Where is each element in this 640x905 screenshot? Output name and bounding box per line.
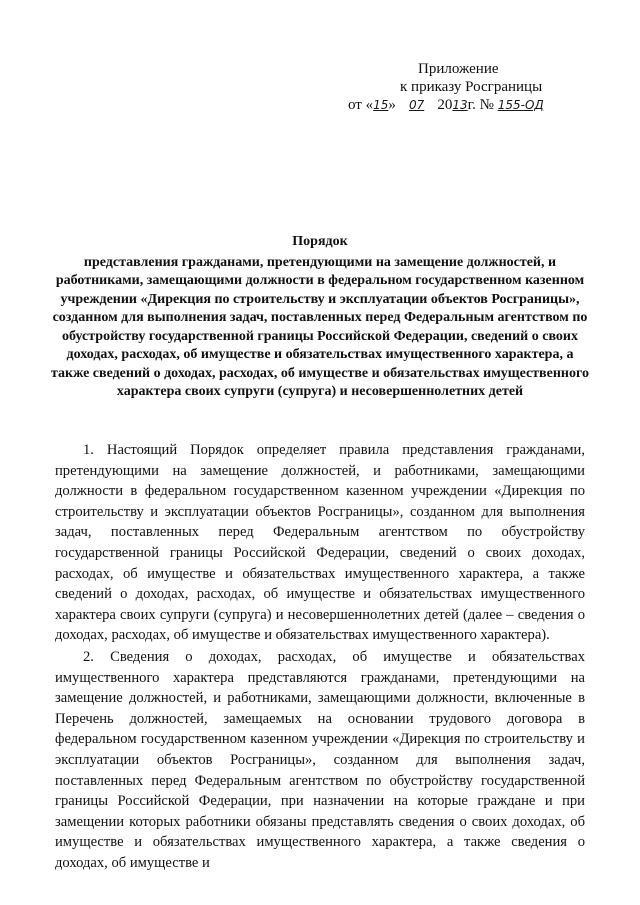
paragraph-2: 2. Сведения о доходах, расходах, об имуществе и обязательствах имущественного характера представляются гражданами, претендующими на замещение должностей, и работниками, замещающими должности, включенные в Перечень должностей, замещаемых на основании трудового договора в федеральном государственном казенном учреждении «Дирекция по строительству и эксплуатации объектов Росграницы», созданном для выполнения задач, поставленных перед Федеральным агентством по обустройству государственной границы Российской Федерации, при назначении на которые граждане и при замещении которых работники обязаны представлять сведения о своих доходах, об имуществе и обязательствах имущественного характера, а также сведения о доходах, об имуществе и [55, 648, 585, 871]
handwritten-order-number: 155-ОД [497, 98, 544, 112]
year-prefix: 20 [437, 97, 453, 113]
date-prefix: от « [348, 97, 374, 113]
document-heading: Порядок [292, 234, 348, 249]
handwritten-year: 13 [452, 98, 468, 112]
appendix-date-number [348, 96, 608, 114]
appendix-order-ref: к приказу Росграницы [400, 79, 543, 95]
document-title-block [48, 233, 592, 402]
handwritten-month: 07 [409, 98, 425, 112]
document-subtitle: представления гражданами, претендующими на замещение должностей, и работниками, замещающими должности в федеральном государственном казенном учреждении «Дирекция по строительству и эксплуатации объектов Росграницы», созданном для выполнения задач, поставленных перед Федеральным агентством по обустройству государственной границы Российской Федерации, сведений о своих доходах, расходах, об имуществе и обязательствах имущественного характера, а также сведений о доходах, расходах, об имуществе и обязательствах имущественного характера своих супруги (супруга) и несовершеннолетних детей [51, 254, 589, 399]
year-end: г. № [467, 97, 494, 113]
document-body [55, 440, 585, 874]
appendix-header [348, 60, 608, 114]
date-quote-close: » [388, 97, 396, 113]
handwritten-day: 15 [373, 98, 389, 112]
appendix-title: Приложение [418, 61, 499, 77]
paragraph-1: 1. Настоящий Порядок определяет правила представления гражданами, претендующими на замещение должностей, и работниками, замещающими должности в федеральном государственном казенном учреждении «Дирекция по строительству и эксплуатации объектов Росграницы», созданном для выполнения задач, поставленных перед Федеральным агентством по обустройству государственной границы Российской Федерации, сведений о своих доходах, расходах, об имуществе и обязательствах имущественного характера, а также сведений о доходах, расходах, об имуществе и обязательствах имущественного характера своих супруги (супруга) и несовершеннолетних детей (далее – сведения о доходах, расходах, об имуществе и обязательствах имущественного характера). [55, 442, 585, 644]
